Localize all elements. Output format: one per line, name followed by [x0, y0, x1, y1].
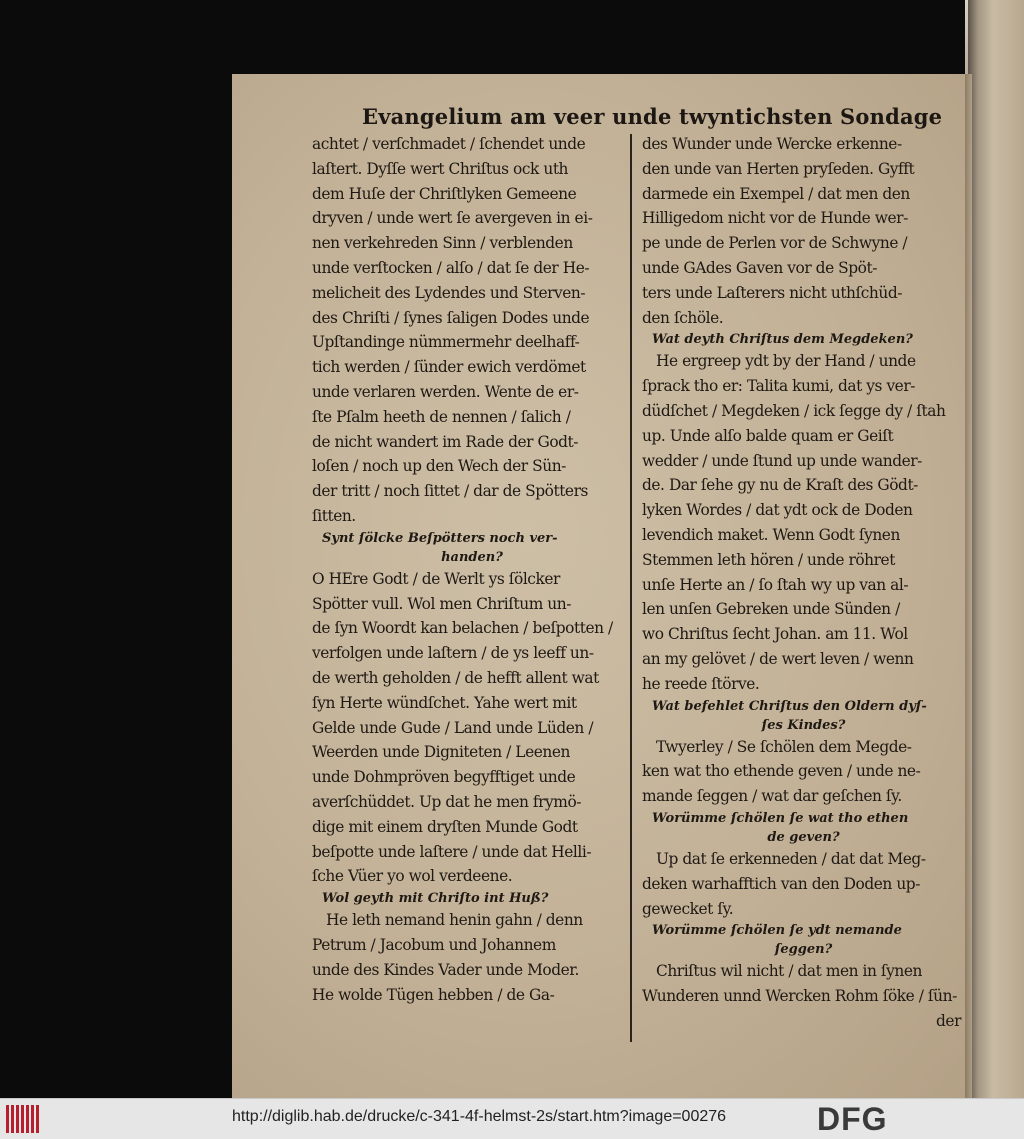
text-line: wedder / unde ſtund up unde wander- [642, 451, 922, 470]
text-line: ſyn Herte wündſchet. Yahe wert mit [312, 693, 577, 712]
question-heading: ſes Kindes? [761, 717, 846, 733]
text-line: Upſtandinge nümmermehr deelhaff- [312, 333, 580, 352]
text-line: de. Dar ſehe gy nu de Kraſt des Gödt- [642, 476, 918, 495]
question-heading: Wol geyth mit Chriſto int Huß? [322, 891, 549, 907]
text-line: ken wat tho ethende geven / unde ne- [642, 762, 921, 781]
text-line: unde Dohmpröven begyfftiget unde [312, 768, 576, 787]
catchword: der [936, 1011, 961, 1030]
text-line: dem Huſe der Chriſtlyken Gemeene [312, 184, 577, 203]
text-line: loſen / noch up den Wech der Sün- [312, 457, 566, 476]
text-line: dryven / unde wert ſe avergeven in ei- [312, 209, 593, 228]
text-line: pe unde de Perlen vor de Schwyne / [642, 234, 908, 253]
text-line: wo Chriſtus ſecht Johan. am 11. Wol [642, 625, 908, 644]
text-line: melicheit des Lydendes und Sterven- [312, 283, 586, 302]
text-line: up. Unde alſo balde quam er Geiſt [642, 426, 894, 445]
text-line: den ſchöle. [642, 308, 724, 327]
text-line: Wunderen unnd Wercken Rohm ſöke / ſün- [642, 987, 957, 1006]
text-line: Spötter vull. Wol men Chriſtum un- [312, 594, 571, 613]
text-line: Hilligedom nicht vor de Hunde wer- [642, 209, 908, 228]
text-line: he reede ſtörve. [642, 674, 760, 693]
question-heading: Synt ſölcke Beſpötters noch ver- [322, 530, 558, 546]
text-line: averſchüddet. Up dat he men frymö- [312, 792, 582, 811]
left-column [312, 132, 632, 1007]
text-line: ters unde Laſterers nicht uthſchüd- [642, 283, 903, 302]
text-line: der tritt / noch ſittet / dar de Spötters [312, 482, 588, 501]
text-line: darmede ein Exempel / dat men den [642, 184, 910, 203]
text-line: achtet / verſchmadet / ſchendet unde [312, 135, 586, 153]
text-line: len unſen Gebreken unde Sünden / [642, 600, 900, 619]
question-heading: handen? [441, 549, 503, 565]
text-line: gewecket ſy. [642, 899, 734, 918]
text-line: ſte Pſalm heeth de nennen / ſalich / [312, 407, 571, 426]
book-page [232, 74, 972, 1098]
dfg-logo: DFG [817, 1101, 888, 1137]
text-line: beſpotte unde laſtere / unde dat Helli- [312, 842, 592, 861]
question-heading: ſeggen? [774, 942, 833, 958]
text-line: unde verſtocken / alſo / dat ſe der He- [312, 258, 590, 277]
text-line: laſtert. Dyſſe wert Chriſtus ock uth [312, 159, 569, 178]
text-line: He wolde Tügen hebben / de Ga- [312, 985, 555, 1004]
question-heading: de geven? [767, 829, 840, 845]
text-line: mande ſeggen / wat dar geſchen ſy. [642, 787, 902, 806]
text-line: O HEre Godt / de Werlt ys ſölcker [312, 569, 560, 588]
text-line: He leth nemand henin gahn / denn [326, 911, 583, 930]
text-line: unde GAdes Gaven vor de Spöt- [642, 258, 877, 277]
text-line: Weerden unde Digniteten / Leenen [312, 743, 570, 762]
text-line: de ſyn Woordt kan belachen / beſpotten / [312, 619, 613, 638]
text-line: des Chriſti / ſynes ſaligen Dodes unde [312, 308, 590, 327]
text-line: Twyerley / Se ſchölen dem Megde- [656, 737, 912, 756]
text-line: an my gelövet / de wert leven / wenn [642, 649, 914, 668]
text-line: ſprack tho er: Talita kumi, dat ys ver- [642, 377, 916, 396]
text-line: ſitten. [312, 506, 356, 525]
source-url-link[interactable]: http://diglib.hab.de/drucke/c-341-4f-helmst-2s/start.htm?image=00276 [232, 1108, 727, 1125]
adjacent-page-edge [968, 0, 1024, 1098]
text-line: Stemmen leth hören / unde röhret [642, 550, 895, 569]
question-heading: Worümme ſchölen ſe ydt nemande [652, 923, 902, 939]
text-line: den unde van Herten pryſeden. Gyfft [642, 159, 915, 178]
question-heading: Wat befehlet Chriſtus den Oldern dyſ- [652, 698, 927, 714]
question-heading: Worümme ſchölen ſe wat tho ethen [652, 810, 909, 826]
text-line: He ergreep ydt by der Hand / unde [656, 352, 916, 371]
text-line: Up dat ſe erkenneden / dat dat Meg- [656, 849, 926, 868]
text-line: düdſchet / Megdeken / ick ſegge dy / ſtah [642, 401, 946, 420]
text-line: unde verlaren werden. Wente de er- [312, 382, 579, 401]
text-line: dige mit einem dryſten Munde Godt [312, 817, 578, 836]
text-line: Gelde unde Gude / Land unde Lüden / [312, 718, 594, 737]
right-column [642, 132, 965, 1034]
text-line: unſe Herte an / ſo ſtah wy up van al- [642, 575, 909, 594]
page-gutter-shadow [965, 74, 973, 1098]
text-line: nen verkehreden Sinn / verblenden [312, 234, 573, 253]
text-line: unde des Kindes Vader unde Moder. [312, 960, 579, 979]
viewer-footer [0, 1098, 1024, 1139]
question-heading: Wat deyth Chriſtus dem Megdeken? [652, 332, 913, 348]
text-line: verfolgen unde laſtern / de ys leeff un- [312, 644, 594, 663]
text-line: de werth geholden / de hefft allent wat [312, 668, 599, 687]
text-line: deken warhafftich van den Doden up- [642, 874, 920, 893]
library-logo-icon [6, 1105, 46, 1133]
text-line: levendich maket. Wenn Godt ſynen [642, 525, 900, 544]
text-line: Chriſtus wil nicht / dat men in ſynen [656, 962, 922, 981]
text-line: des Wunder unde Wercke erkenne- [642, 135, 902, 153]
text-line: lyken Wordes / dat ydt ock de Doden [642, 501, 913, 520]
running-header: Evangelium am veer unde twyntichsten Sondage [362, 104, 943, 129]
text-line: de nicht wandert im Rade der Godt- [312, 432, 579, 451]
text-line: ſche Vüer yo wol verdeene. [312, 867, 513, 886]
text-line: Petrum / Jacobum und Johannem [312, 935, 556, 954]
text-line: tich werden / ſünder ewich verdömet [312, 358, 586, 377]
